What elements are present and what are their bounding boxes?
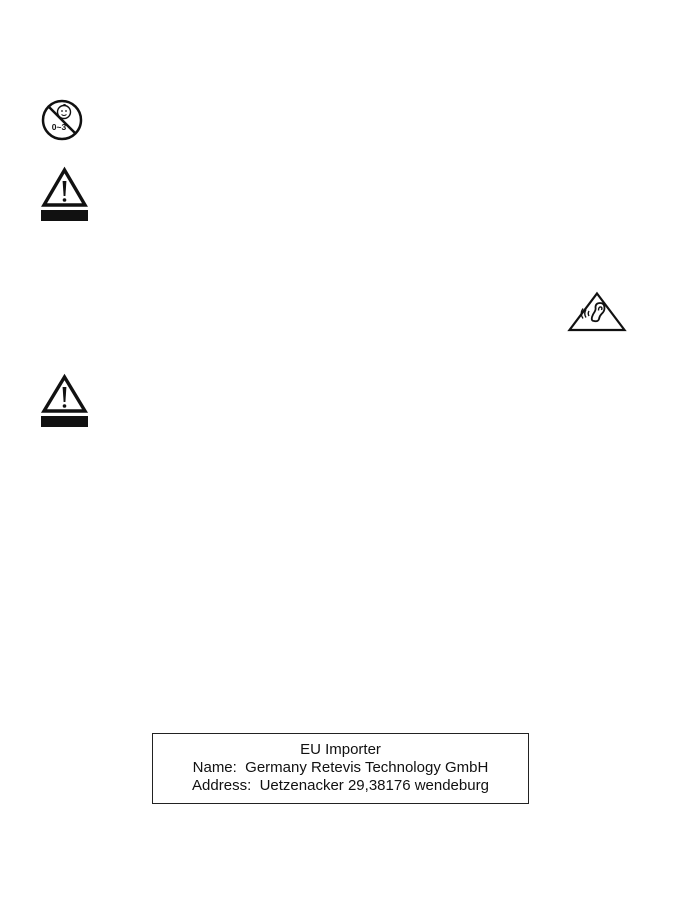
eu-importer-box [152, 733, 529, 804]
importer-address-label: Address [192, 777, 248, 794]
not-for-children-0-3-icon [41, 99, 83, 141]
importer-address-row [153, 777, 528, 795]
importer-name-label: Name [192, 759, 233, 776]
importer-name-separator: : [232, 759, 237, 776]
importer-address-separator: : [247, 777, 252, 794]
warning-triangle-icon [40, 373, 89, 428]
importer-name-value: Germany Retevis Technology GmbH [245, 759, 489, 776]
hearing-damage-warning-icon [567, 291, 627, 332]
importer-name-row [153, 759, 528, 777]
importer-title: EU Importer [300, 741, 381, 758]
warning-triangle-icon [40, 166, 89, 222]
importer-address-value: Uetzenacker 29,38176 wendeburg [259, 777, 489, 794]
age-range-label: 0~3 [51, 122, 67, 132]
